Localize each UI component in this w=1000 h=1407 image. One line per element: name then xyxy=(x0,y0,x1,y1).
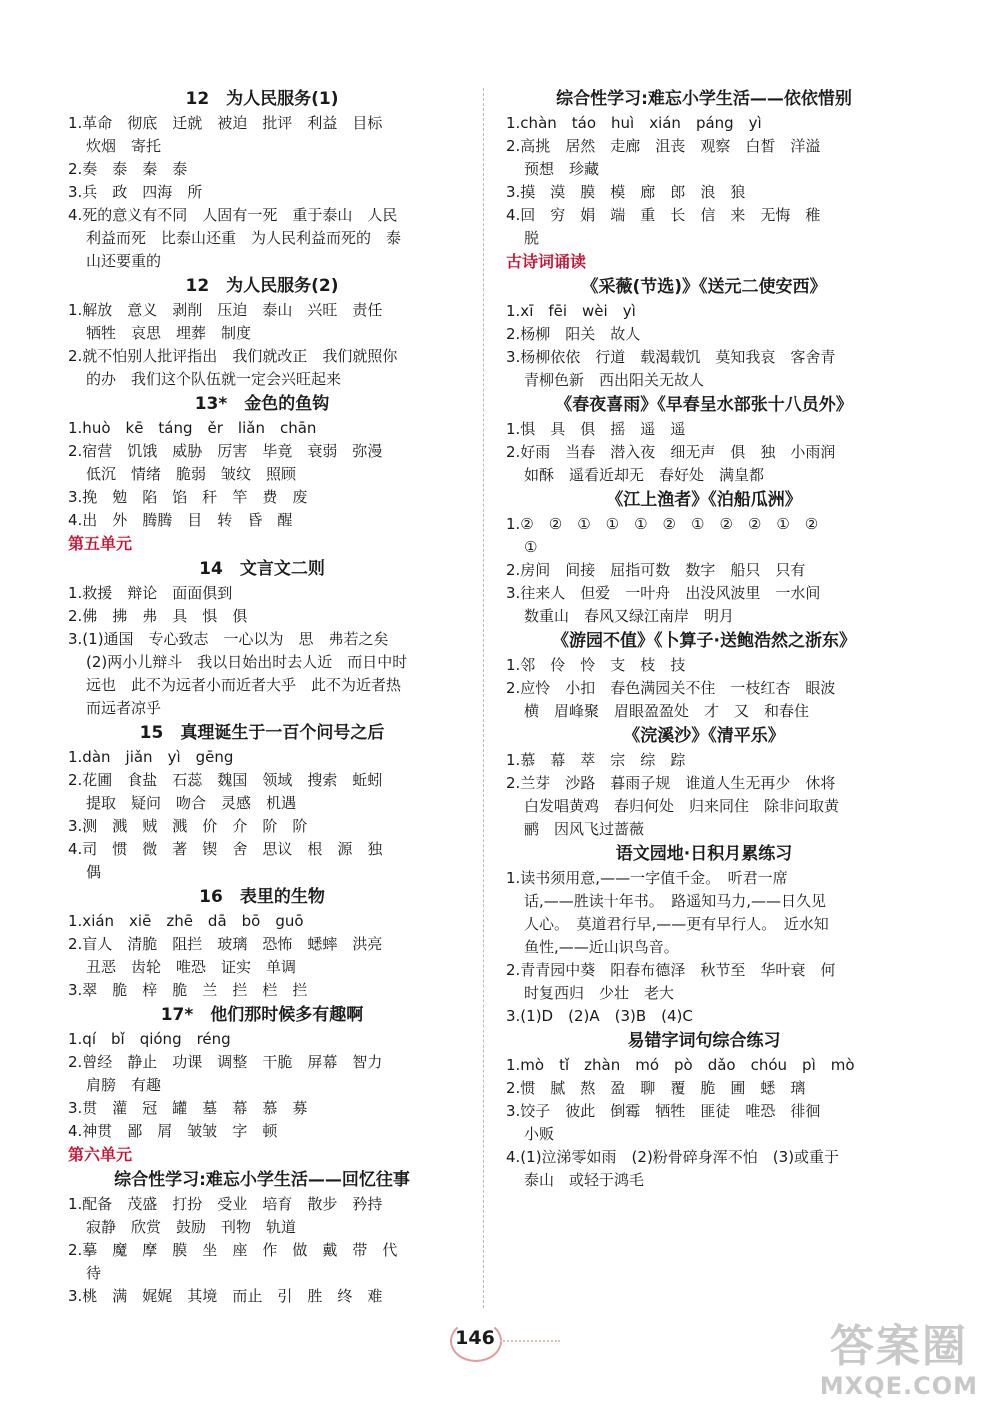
answer-line: 2.曾经 静止 功课 调整 干脆 屏幕 智力 xyxy=(68,1053,383,1071)
answer-line-continued: 如酥 遥看近却无 春好处 满皇都 xyxy=(524,466,765,484)
answer-line: 2.盲人 清脆 阻拦 玻璃 恐怖 蟋蟀 洪亮 xyxy=(68,935,383,953)
unit-heading: 古诗词诵读 xyxy=(506,252,587,271)
watermark-url: MXQE.COM xyxy=(819,1372,978,1400)
answer-line-continued: 人心。 莫道君行早,——更有早行人。 近水知 xyxy=(524,915,829,933)
answer-line: 3.桃 满 娓娓 其境 而止 引 胜 终 难 xyxy=(68,1287,383,1305)
section-title: 语文园地·日积月累练习 xyxy=(615,844,793,864)
answer-line-continued: 待 xyxy=(86,1264,102,1282)
answer-line: 3.翠 脆 梓 脆 兰 拦 栏 拦 xyxy=(68,981,308,999)
answer-line: 1.革命 彻底 迁就 被迫 批评 利益 目标 xyxy=(68,114,383,132)
answer-line-continued: 牺牲 哀思 埋葬 制度 xyxy=(86,324,252,342)
answer-line-continued: 小贩 xyxy=(524,1125,555,1143)
answer-line: 3.往来人 但爱 一叶舟 出没风波里 一水间 xyxy=(506,584,821,602)
answer-line: 1.② ② ① ① ① ② ① ② ② ① ② xyxy=(506,515,819,533)
answer-line: 1.qí bǐ qióng réng xyxy=(68,1030,231,1048)
answer-line: 2.应怜 小扣 春色满园关不住 一枝红杏 眼波 xyxy=(506,679,836,697)
column-divider xyxy=(483,88,484,1308)
answer-line: 4.死的意义有不同 人固有一死 重于泰山 人民 xyxy=(68,206,398,224)
page-number-text: 146 xyxy=(455,1327,495,1349)
answer-line-continued: 鹂 因风飞过蔷薇 xyxy=(524,820,645,838)
left-column xyxy=(68,86,456,1308)
unit-heading: 第五单元 xyxy=(68,534,133,553)
section-title: 15 真理诞生于一百个问号之后 xyxy=(139,723,385,743)
answer-line-continued: 鱼性,——近山识鸟音。 xyxy=(524,938,679,956)
answer-line: 1.邻 伶 怜 支 枝 技 xyxy=(506,656,686,674)
answer-line: 3.饺子 彼此 倒霉 牺牲 匪徒 唯恐 徘徊 xyxy=(506,1102,821,1120)
answer-line-continued: 山还要重的 xyxy=(86,252,162,270)
answer-line: 2.惯 腻 熬 盈 聊 覆 脆 圃 蟋 璃 xyxy=(506,1079,806,1097)
answer-line: 1.dàn jiǎn yì gēng xyxy=(68,748,234,766)
answer-line: 2.房间 间接 屈指可数 数字 船只 只有 xyxy=(506,561,806,579)
answer-line: 1.解放 意义 剥削 压迫 泰山 兴旺 责任 xyxy=(68,301,383,319)
section-title: 《浣溪沙》《清平乐》 xyxy=(623,726,785,746)
answer-line-continued: 肩膀 有趣 xyxy=(86,1076,162,1094)
answer-line: 1.惧 具 俱 摇 遥 遥 xyxy=(506,420,686,438)
answer-line: 1.chàn táo huì xián páng yì xyxy=(506,114,762,132)
answer-line-continued: 低沉 情绪 脆弱 皱纹 照顾 xyxy=(86,465,297,483)
answer-line: 2.摹 魔 摩 膜 坐 座 作 做 戴 带 代 xyxy=(68,1241,398,1259)
answer-line: 2.宿营 饥饿 威胁 厉害 毕竟 衰弱 弥漫 xyxy=(68,442,383,460)
section-title: 综合性学习:难忘小学生活——回忆往事 xyxy=(114,1170,410,1190)
answer-line: 2.好雨 当春 潜入夜 细无声 俱 独 小雨润 xyxy=(506,443,836,461)
answer-line-continued: 而远者凉乎 xyxy=(86,699,162,717)
page-number-dots xyxy=(500,1340,560,1342)
answer-line-continued: 偶 xyxy=(86,863,102,881)
answer-line: 1.救援 辩论 面面俱到 xyxy=(68,584,233,602)
answer-line: 3.杨柳依依 行道 载渴载饥 莫知我哀 客舍青 xyxy=(506,348,836,366)
answer-line: 1.xī fēi wèi yì xyxy=(506,302,636,320)
answer-line: 1.mò tǐ zhàn mó pò dǎo chóu pì mò xyxy=(506,1056,855,1074)
answer-line: 2.花圃 食盐 石蕊 魏国 领域 搜索 蚯蚓 xyxy=(68,771,383,789)
answer-line: 1.xián xiē zhē dā bō guō xyxy=(68,912,304,930)
answer-line-continued: ① xyxy=(524,538,538,556)
answer-line-continued: 话,——胜读十年书。 路遥知马力,——日久见 xyxy=(524,892,827,910)
answer-line: 4.出 外 腾腾 目 转 昏 醒 xyxy=(68,511,293,529)
answer-line: 1.配备 茂盛 打扮 受业 培育 散步 矜持 xyxy=(68,1195,383,1213)
watermark xyxy=(820,1321,978,1399)
answer-line: 4.(1)泣涕零如雨 (2)粉骨碎身浑不怕 (3)或重于 xyxy=(506,1148,840,1166)
unit-heading: 第六单元 xyxy=(68,1145,133,1164)
section-title: 《采薇(节选)》《送元二使安西》 xyxy=(581,277,827,297)
answer-line-continued: 提取 疑问 吻合 灵感 机遇 xyxy=(86,794,297,812)
section-title: 17* 他们那时候多有趣啊 xyxy=(160,1005,364,1025)
answer-line: 3.(1)通国 专心致志 一心以为 思 弗若之矣 xyxy=(68,630,389,648)
answer-line-continued: 预想 珍藏 xyxy=(524,160,600,178)
answer-line-continued: 寂静 欣赏 鼓励 刊物 轨道 xyxy=(86,1218,297,1236)
answer-line: 3.测 溅 贼 溅 价 介 阶 阶 xyxy=(68,817,308,835)
watermark-logo-text: 答案圈 xyxy=(829,1321,968,1372)
answer-line: 2.高挑 居然 走廊 沮丧 观察 白皙 洋溢 xyxy=(506,137,821,155)
answer-line-continued: 泰山 或轻于鸿毛 xyxy=(524,1171,645,1189)
section-title: 《春夜喜雨》《早春呈水部张十八员外》 xyxy=(555,395,853,415)
answer-line: 3.挽 勉 陷 馅 秆 竿 费 废 xyxy=(68,488,308,506)
answer-line: 2.青青园中葵 阳春布德泽 秋节至 华叶衰 何 xyxy=(506,961,836,979)
section-title: 12 为人民服务(2) xyxy=(185,276,339,296)
section-title: 13* 金色的鱼钩 xyxy=(194,394,330,414)
answer-line-continued: 横 眉峰聚 眉眼盈盈处 才 又 和春住 xyxy=(524,702,810,720)
answer-line: 1.慕 幕 萃 宗 综 踪 xyxy=(506,751,686,769)
answer-line-continued: 白发唱黄鸡 春归何处 归来同住 除非问取黄 xyxy=(524,797,840,815)
answer-line: 4.司 惯 微 著 锲 舍 思议 根 源 独 xyxy=(68,840,383,858)
section-title: 16 表里的生物 xyxy=(199,887,325,907)
answer-line: 1.huò kē táng ěr liǎn chān xyxy=(68,419,317,437)
answer-line-continued: 丑恶 齿轮 唯恐 证实 单调 xyxy=(86,958,297,976)
answer-line: 3.(1)D (2)A (3)B (4)C xyxy=(506,1007,693,1025)
answer-line-continued: 脱 xyxy=(524,229,540,247)
answer-line: 3.兵 政 四海 所 xyxy=(68,183,203,201)
page-number xyxy=(440,1318,510,1362)
answer-line: 4.神贯 鄙 屑 皱皱 字 顿 xyxy=(68,1122,278,1140)
right-column xyxy=(506,86,902,1192)
answer-line: 3.贯 灌 冠 罐 墓 幕 慕 募 xyxy=(68,1099,308,1117)
section-title: 综合性学习:难忘小学生活——依依惜别 xyxy=(556,89,852,109)
answer-line-continued: 时复西归 少壮 老大 xyxy=(524,984,675,1002)
section-title: 易错字词句综合练习 xyxy=(627,1031,781,1051)
answer-line-continued: 利益而死 比泰山还重 为人民利益而死的 泰 xyxy=(86,229,402,247)
answer-line: 4.回 穷 娟 端 重 长 信 来 无悔 稚 xyxy=(506,206,821,224)
section-title: 12 为人民服务(1) xyxy=(185,89,339,109)
answer-line: 2.佛 拂 弗 具 惧 俱 xyxy=(68,607,248,625)
answer-line: 2.奏 泰 秦 泰 xyxy=(68,160,188,178)
answer-line: 2.兰芽 沙路 暮雨子规 谁道人生无再少 休将 xyxy=(506,774,836,792)
answer-line: 2.就不怕别人批评指出 我们就改正 我们就照你 xyxy=(68,347,398,365)
answer-line-continued: 的办 我们这个队伍就一定会兴旺起来 xyxy=(86,370,342,388)
answer-line-continued: 青柳色新 西出阳关无故人 xyxy=(524,371,705,389)
answer-line-continued: 数重山 春风又绿江南岸 明月 xyxy=(524,607,735,625)
section-title: 14 文言文二则 xyxy=(199,559,325,579)
section-title: 《游园不值》《卜算子·送鲍浩然之浙东》 xyxy=(552,631,856,651)
answer-line-continued: 炊烟 寄托 xyxy=(86,137,162,155)
section-title: 《江上渔者》《泊船瓜洲》 xyxy=(606,490,802,510)
answer-line: 2.杨柳 阳关 故人 xyxy=(506,325,641,343)
answer-line-continued: (2)两小儿辩斗 我以日始出时去人近 而日中时 xyxy=(86,653,408,671)
answer-line: 1.读书须用意,——一字值千金。 听君一席 xyxy=(506,869,788,887)
answer-line-continued: 远也 此不为远者小而近者大乎 此不为近者热 xyxy=(86,676,402,694)
answer-line: 3.摸 漠 膜 模 廊 郎 浪 狼 xyxy=(506,183,746,201)
